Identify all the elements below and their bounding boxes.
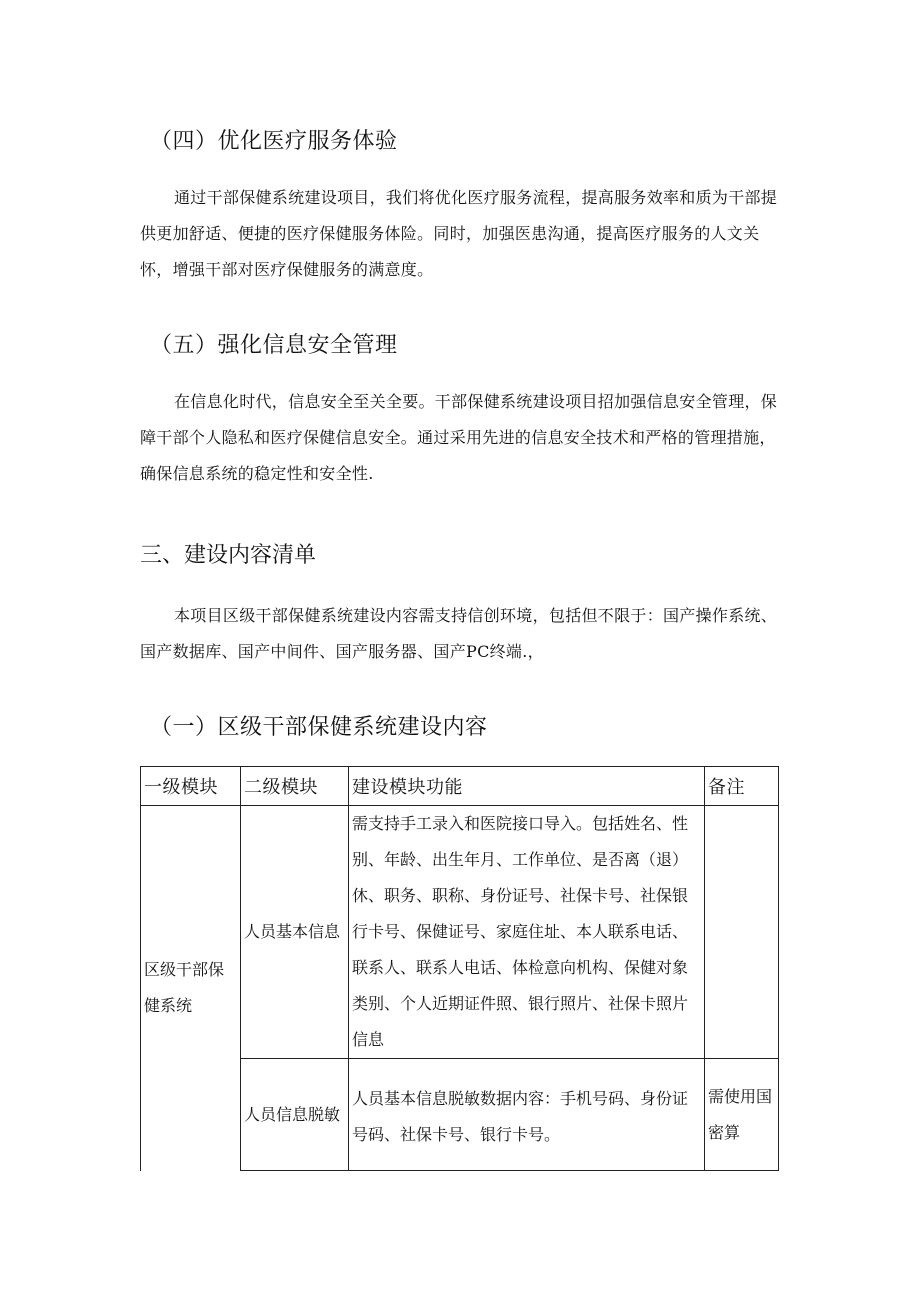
header-remarks: 备注 xyxy=(705,767,779,806)
remarks-cell: 需使用国密算 xyxy=(705,1059,779,1171)
construction-content-table xyxy=(140,766,779,1171)
function-cell: 需支持手工录入和医院接口导入。包括姓名、性别、年龄、出生年月、工作单位、是否离（退）休、职务、职称、身份证号、社保卡号、社保银行卡号、保健证号、家庭住址、本人联系电话、联系人、联系人电话、体检意向机构、保健对象类别、个人近期证件照、银行照片、社保卡照片信息 xyxy=(349,806,705,1059)
header-level2-module: 二级模块 xyxy=(241,767,349,806)
submodule-cell: 人员信息脱敏 xyxy=(241,1059,349,1171)
subsection-heading-1: （一）区级干部保健系统建设内容 xyxy=(150,715,488,740)
remarks-cell xyxy=(705,806,779,1059)
level1-module-cell: 区级干部保健系统 xyxy=(141,806,241,1171)
chapter-heading-3: 三、建设内容清单 xyxy=(140,543,317,568)
section-body-4: 通过干部保健系统建设项目，我们将优化医疗服务流程，提高服务效率和质为干部提供更加舒适、便捷的医疗保健服务体险。同时，加强医患沟通，提高医疗服务的人文关怀，增强干部对医疗保健服务的满意度。 xyxy=(140,188,778,279)
header-module-function: 建设模块功能 xyxy=(349,767,705,806)
chapter-body-3: 本项目区级干部保健系统建设内容需支持信创环境，包括但不限于：国产操作系统、国产数据库、国产中间件、国产服务器、国产PC终端.， xyxy=(140,606,778,661)
table-row xyxy=(141,806,779,1059)
submodule-cell: 人员基本信息 xyxy=(241,806,349,1059)
function-cell: 人员基本信息脱敏数据内容：手机号码、身份证号码、社保卡号、银行卡号。 xyxy=(349,1059,705,1171)
table-header-row xyxy=(141,767,779,806)
section-heading-5: （五）强化信息安全管理 xyxy=(150,333,398,358)
header-level1-module: 一级模块 xyxy=(141,767,241,806)
section-heading-4: （四）优化医疗服务体验 xyxy=(150,129,398,154)
section-body-5: 在信息化时代，信息安全至关全要。干部保健系统建设项目招加强信息安全管理，保障干部个人隐私和医疗保健信息安全。通过采用先进的信息安全技术和严格的管理措施，确保信息系统的稳定性和安全性. xyxy=(140,392,778,483)
